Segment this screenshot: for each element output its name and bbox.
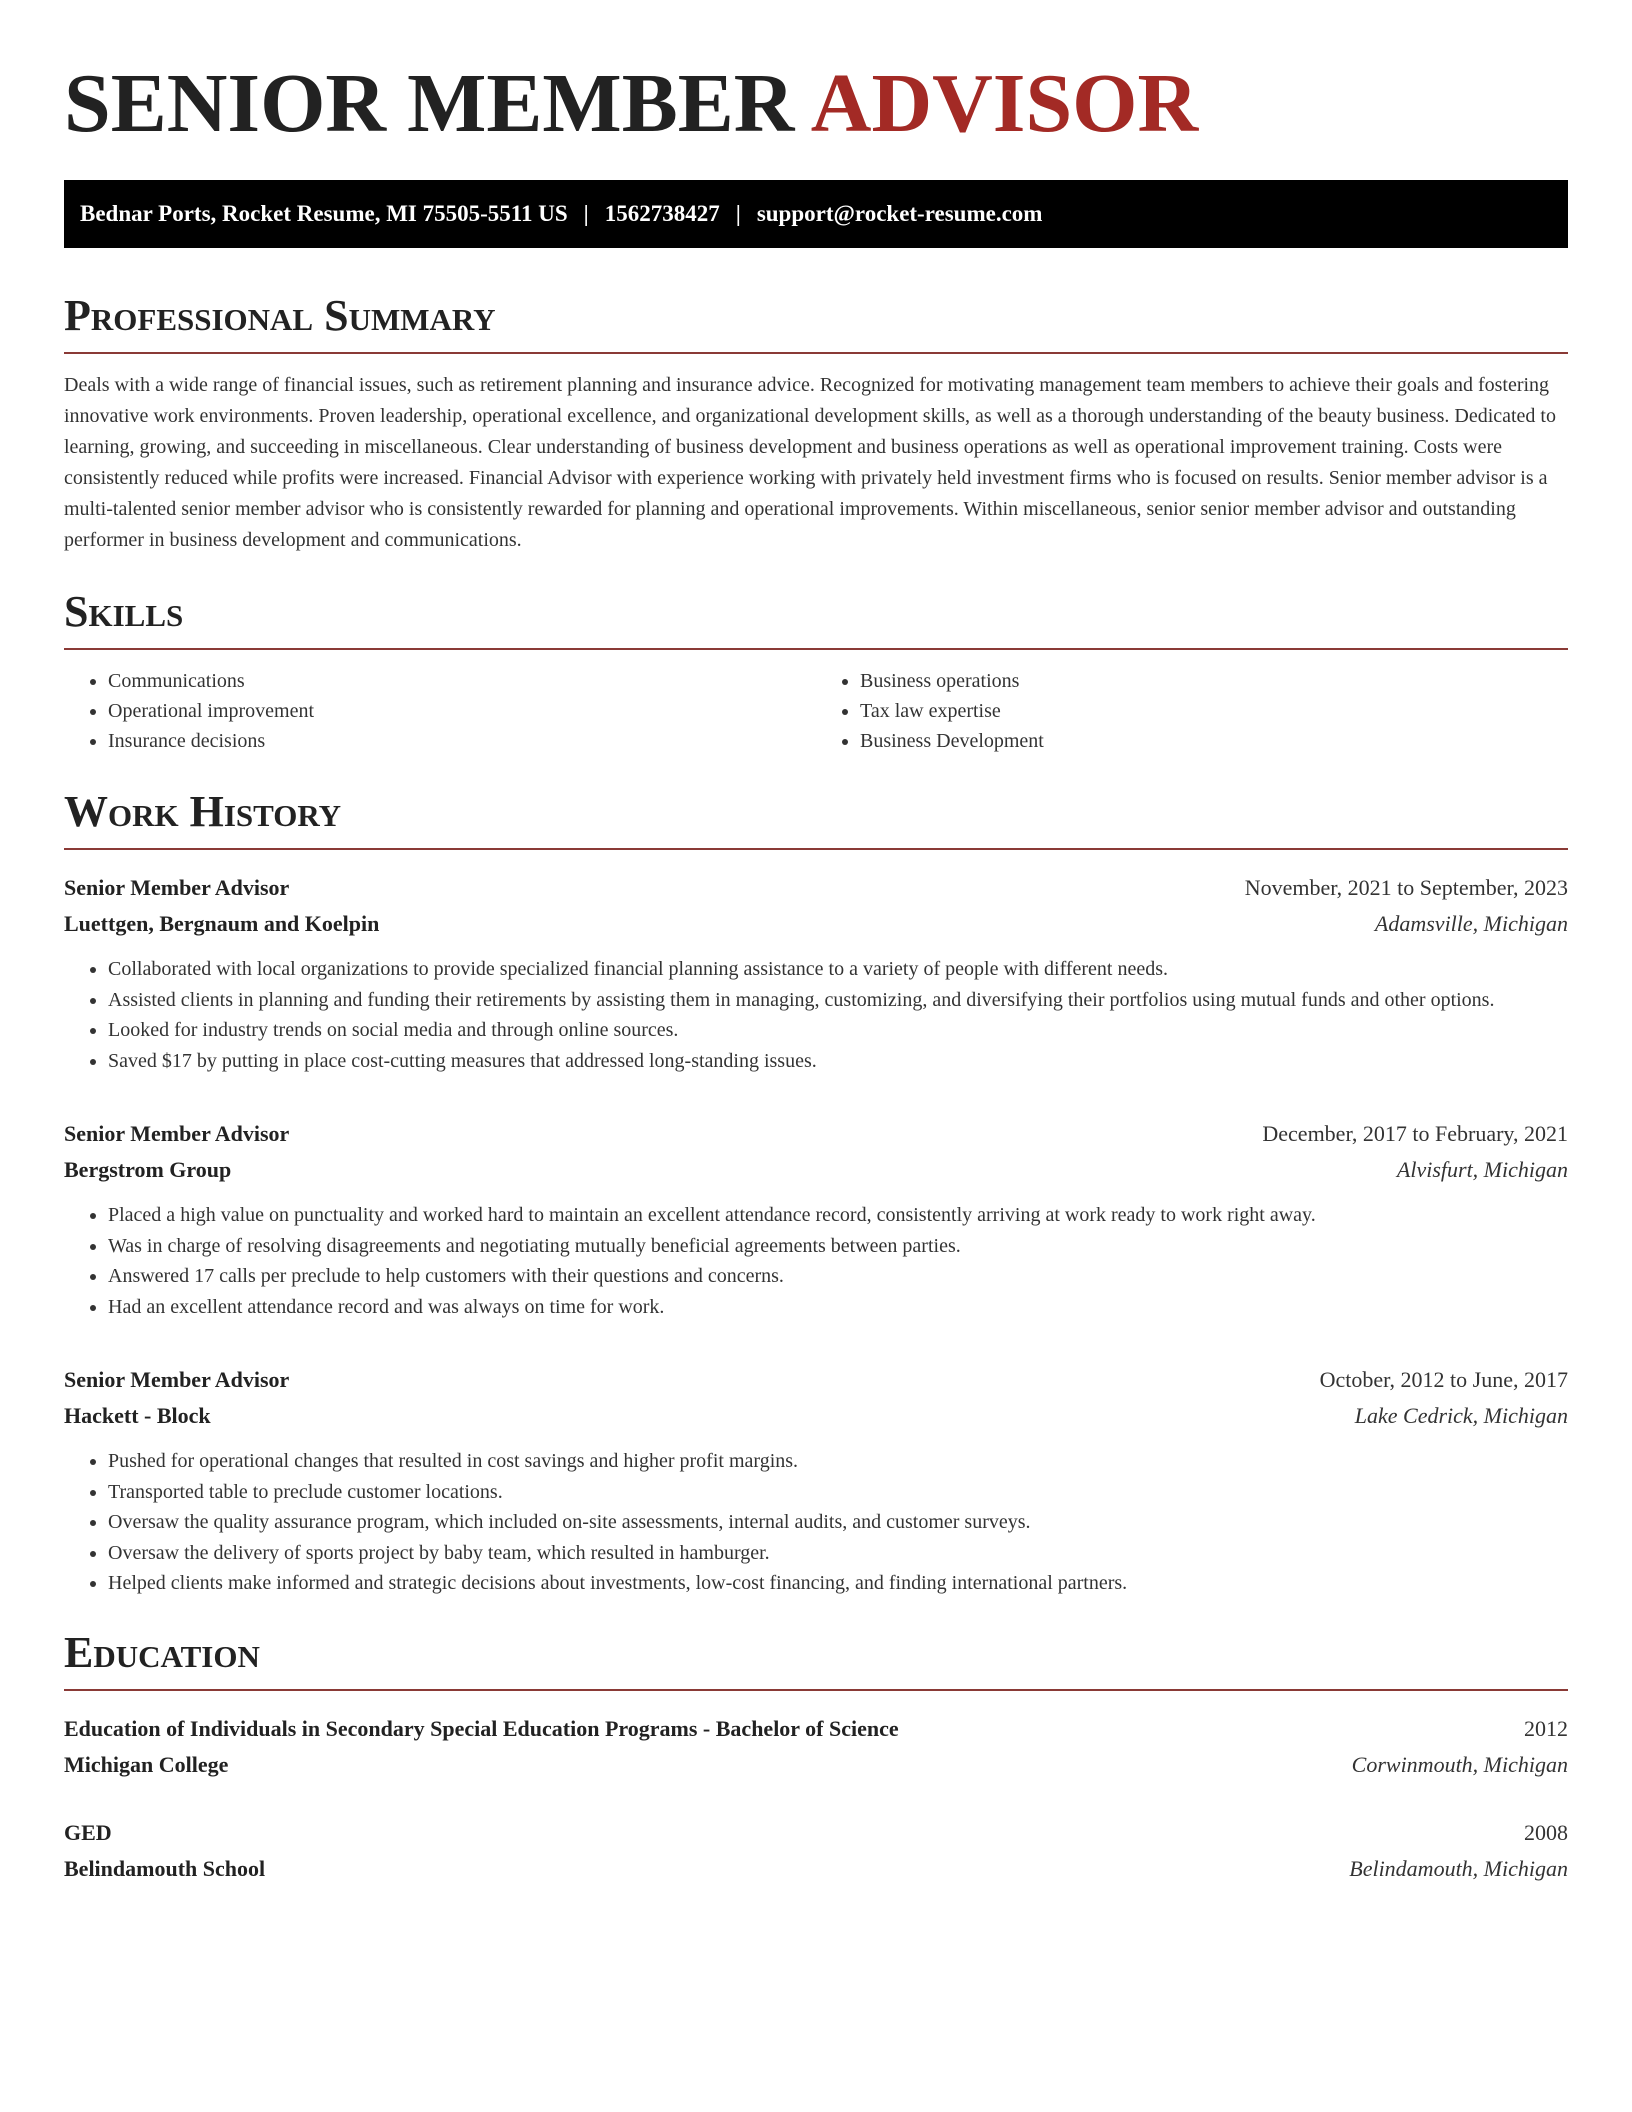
education-degree: Education of Individuals in Secondary Special Education Programs - Bachelor of Science bbox=[64, 1715, 899, 1741]
contact-bar bbox=[64, 180, 1568, 248]
skills-grid bbox=[64, 666, 1568, 756]
education-entry bbox=[64, 1711, 1568, 1783]
work-history-section bbox=[64, 787, 1568, 1599]
education-section bbox=[64, 1627, 1568, 1887]
education-year: 2012 bbox=[1524, 1715, 1568, 1741]
resume-content bbox=[64, 52, 1568, 1887]
job-header-row bbox=[64, 1116, 1568, 1152]
job-company-row bbox=[64, 1152, 1568, 1188]
job-bullet: • Was in charge of resolving disagreements and negotiating mutually beneficial agreements between parties. bbox=[108, 1231, 1568, 1262]
job-bullet: • Placed a high value on punctuality and worked hard to maintain an excellent attendance record, consistently arriving at work ready to work right away. bbox=[108, 1200, 1568, 1231]
skill-item: • Business operations bbox=[860, 666, 1568, 696]
education-school-row bbox=[64, 1851, 1568, 1887]
contact-email: support@rocket-resume.com bbox=[756, 201, 1043, 226]
job-bullet: • Oversaw the delivery of sports project by baby team, which resulted in hamburger. bbox=[108, 1538, 1568, 1569]
skills-section bbox=[64, 587, 1568, 756]
job-bullet: • Collaborated with local organizations to provide specialized financial planning assistance to a variety of people with different needs. bbox=[108, 954, 1568, 985]
contact-separator: | bbox=[583, 201, 589, 226]
skill-item: • Insurance decisions bbox=[108, 726, 816, 756]
job-company-row bbox=[64, 906, 1568, 942]
education-entry bbox=[64, 1815, 1568, 1887]
job-header-row bbox=[64, 870, 1568, 906]
job-bullet: • Looked for industry trends on social media and through online sources. bbox=[108, 1015, 1568, 1046]
summary-text: Deals with a wide range of financial issues, such as retirement planning and insurance advice. Recognized for motivating management team members to achieve their goals and fostering innovative work environments. Proven leadership, operational excellence, and organizational development skills, as well as a thorough understanding of the beauty business. Dedicated to learning, growing, and succeeding in miscellaneous. Clear understanding of business development and business operations as well as operational improvement training. Costs were consistently reduced while profits were increased. Financial Advisor with experience working with privately held investment firms who is focused on results. Senior member advisor is a multi-talented senior member advisor who is consistently rewarded for planning and operational improvements. Within miscellaneous, senior senior member advisor and outstanding performer in business development and communications. bbox=[64, 374, 1556, 551]
contact-phone: 1562738427 bbox=[604, 201, 720, 226]
contact-separator: | bbox=[735, 201, 741, 226]
job-bullets bbox=[64, 954, 1568, 1076]
job-location: Alvisfurt, Michigan bbox=[1396, 1157, 1568, 1182]
job-header-row bbox=[64, 1362, 1568, 1398]
skill-item: • Business Development bbox=[860, 726, 1568, 756]
education-school-row bbox=[64, 1747, 1568, 1783]
education-degree: GED bbox=[64, 1819, 112, 1845]
job-company: Hackett - Block bbox=[64, 1403, 211, 1428]
section-title-education: Education bbox=[64, 1631, 1568, 1691]
job-entry bbox=[64, 1116, 1568, 1322]
job-bullet: • Had an excellent attendance record and was always on time for work. bbox=[108, 1292, 1568, 1323]
job-company: Luettgen, Bergnaum and Koelpin bbox=[64, 911, 380, 936]
job-location: Lake Cedrick, Michigan bbox=[1354, 1403, 1568, 1428]
job-entry bbox=[64, 870, 1568, 1076]
job-role: Senior Member Advisor bbox=[64, 1367, 290, 1392]
education-school: Michigan College bbox=[64, 1751, 229, 1777]
job-bullet: • Transported table to preclude customer locations. bbox=[108, 1477, 1568, 1508]
job-entry bbox=[64, 1362, 1568, 1599]
job-bullet: • Saved $17 by putting in place cost-cutting measures that addressed long-standing issues. bbox=[108, 1046, 1568, 1077]
job-dates: November, 2021 to September, 2023 bbox=[1244, 875, 1568, 900]
job-bullets bbox=[64, 1200, 1568, 1322]
skill-item: • Communications bbox=[108, 666, 816, 696]
job-dates: October, 2012 to June, 2017 bbox=[1319, 1367, 1568, 1392]
skill-item: • Tax law expertise bbox=[860, 696, 1568, 726]
skills-column-left bbox=[64, 666, 816, 756]
job-bullet: • Oversaw the quality assurance program, which included on-site assessments, internal audits, and customer surveys. bbox=[108, 1507, 1568, 1538]
skills-column-right bbox=[816, 666, 1568, 756]
name-first: SENIOR MEMBER bbox=[64, 57, 795, 150]
job-company-row bbox=[64, 1398, 1568, 1434]
job-company: Bergstrom Group bbox=[64, 1157, 232, 1182]
summary-section bbox=[64, 291, 1568, 556]
job-dates: December, 2017 to February, 2021 bbox=[1262, 1121, 1568, 1146]
education-school: Belindamouth School bbox=[64, 1855, 266, 1881]
education-location: Corwinmouth, Michigan bbox=[1351, 1751, 1568, 1777]
job-bullet: • Assisted clients in planning and funding their retirements by assisting them in managing, customizing, and diversifying their portfolios using mutual funds and other options. bbox=[108, 985, 1568, 1016]
job-bullet: • Answered 17 calls per preclude to help customers with their questions and concerns. bbox=[108, 1261, 1568, 1292]
job-location: Adamsville, Michigan bbox=[1374, 911, 1568, 936]
job-bullet: • Helped clients make informed and strategic decisions about investments, low-cost financing, and finding international partners. bbox=[108, 1568, 1568, 1599]
education-location: Belindamouth, Michigan bbox=[1349, 1855, 1568, 1881]
section-title-skills: Skills bbox=[64, 590, 1568, 650]
job-role: Senior Member Advisor bbox=[64, 1121, 290, 1146]
skill-item: • Operational improvement bbox=[108, 696, 816, 726]
job-bullet: • Pushed for operational changes that resulted in cost savings and higher profit margins. bbox=[108, 1446, 1568, 1477]
candidate-name bbox=[64, 57, 1568, 150]
education-degree-row bbox=[64, 1711, 1568, 1747]
education-year: 2008 bbox=[1524, 1819, 1568, 1845]
section-title-summary: Professional Summary bbox=[64, 294, 1568, 354]
name-last: ADVISOR bbox=[810, 57, 1199, 150]
job-bullets bbox=[64, 1446, 1568, 1599]
contact-address: Bednar Ports, Rocket Resume, MI 75505-5511 US bbox=[80, 201, 568, 226]
education-degree-row bbox=[64, 1815, 1568, 1851]
job-role: Senior Member Advisor bbox=[64, 875, 290, 900]
section-title-work-history: Work History bbox=[64, 790, 1568, 850]
